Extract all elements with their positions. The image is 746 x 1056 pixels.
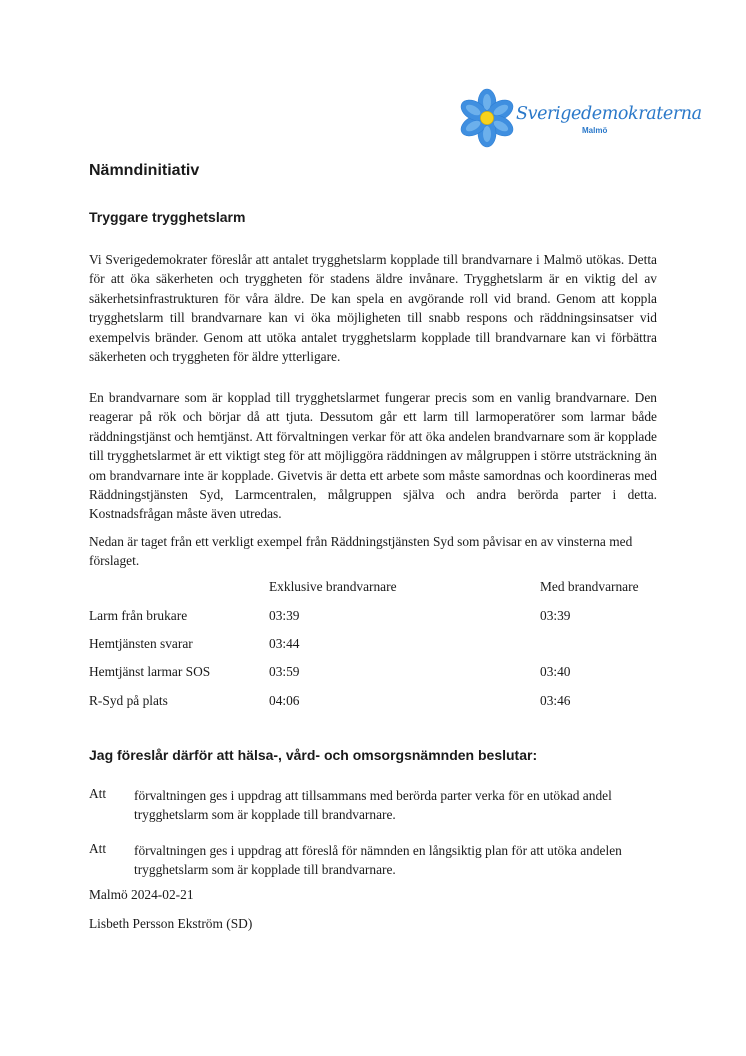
table-cell: 03:46 bbox=[540, 693, 571, 708]
proposal-heading: Jag föreslår därför att hälsa-, vård- och omsorgsnämnden beslutar: bbox=[89, 747, 538, 763]
table-row-label: Larm från brukare bbox=[89, 608, 188, 623]
paragraph-2: En brandvarnare som är kopplad till trygghetslarmet fungerar precis som en vanlig brandvarnare. Den reagerar på rök och börjar då att tjuta. Dessutom går ett larm till larmoperatörer som larmar både räddningstjänst och hemtjänst. Att förvaltningen verkar för att öka andelen brandvarnare som är kopplade till trygghetslarmet är ett viktigt steg för att möjliggöra räddningen av målgruppen i större utsträckning än om brandvarnare inte är kopplade. Givetvis är detta ett arbete som måste samordnas och koordineras med Räddningstjänsten Syd, Larmcentralen, målgruppen själva och andra berörda parter i detta. Kostnadsfrågan måste även utredas. bbox=[89, 390, 657, 522]
table-header-with: Med brandvarnare bbox=[540, 579, 639, 594]
table-row-label: Hemtjänst larmar SOS bbox=[89, 664, 211, 679]
paragraph-1: Vi Sverigedemokrater föreslår att antalet trygghetslarm kopplade till brandvarnare i Malmö utökas. Detta för att öka säkerheten och tryggheten för stadens äldre invånare. Trygghetslarm är en viktig del av säkerhetsinfrastrukturen för våra äldre. De kan spela en avgörande roll vid brand. Genom att koppla trygghetslarm till brandvarnare kan vi öka möjligheten till snabb respons och räddningsinsatser vid exempelvis bränder. Genom att utöka antalet trygghetslarm kopplade till brandvarnare kan vi förbättra säkerheten och tryggheten för äldre ytterligare. bbox=[89, 252, 657, 365]
table-row-label: Hemtjänsten svarar bbox=[89, 636, 193, 651]
table-cell: 03:44 bbox=[269, 636, 300, 651]
proposal-label: Att bbox=[89, 841, 107, 856]
table-header-exclusive: Exklusive brandvarnare bbox=[269, 579, 397, 594]
place-date: Malmö 2024-02-21 bbox=[89, 887, 194, 902]
logo-brand-text: Sverigedemokraterna bbox=[516, 104, 702, 124]
document-subtitle: Tryggare trygghetslarm bbox=[89, 209, 246, 225]
table-cell: 03:39 bbox=[269, 608, 300, 623]
proposal-text: förvaltningen ges i uppdrag att föreslå för nämnden en långsiktig plan för att utöka andelen trygghetslarm som är kopplade till brandvarnare. bbox=[134, 843, 622, 878]
proposal-label: Att bbox=[89, 786, 107, 801]
table-cell: 03:39 bbox=[540, 608, 571, 623]
anemone-flower-icon bbox=[458, 88, 520, 148]
document-title: Nämndinitiativ bbox=[89, 162, 200, 179]
proposal-text: förvaltningen ges i uppdrag att tillsammans med berörda parter verka för en utökad andel trygghetslarm som är kopplade till brandvarnare. bbox=[134, 788, 612, 823]
table-row-label: R-Syd på plats bbox=[89, 693, 168, 708]
table-cell: 03:40 bbox=[540, 664, 571, 679]
table-cell: 03:59 bbox=[269, 664, 300, 679]
logo-city-text: Malmö bbox=[582, 126, 608, 135]
table-cell: 04:06 bbox=[269, 693, 300, 708]
party-logo bbox=[458, 88, 702, 148]
signature: Lisbeth Persson Ekström (SD) bbox=[89, 916, 253, 931]
paragraph-3: Nedan är taget från ett verkligt exempel från Räddningstjänsten Syd som påvisar en av vinsterna med förslaget. bbox=[89, 534, 633, 569]
